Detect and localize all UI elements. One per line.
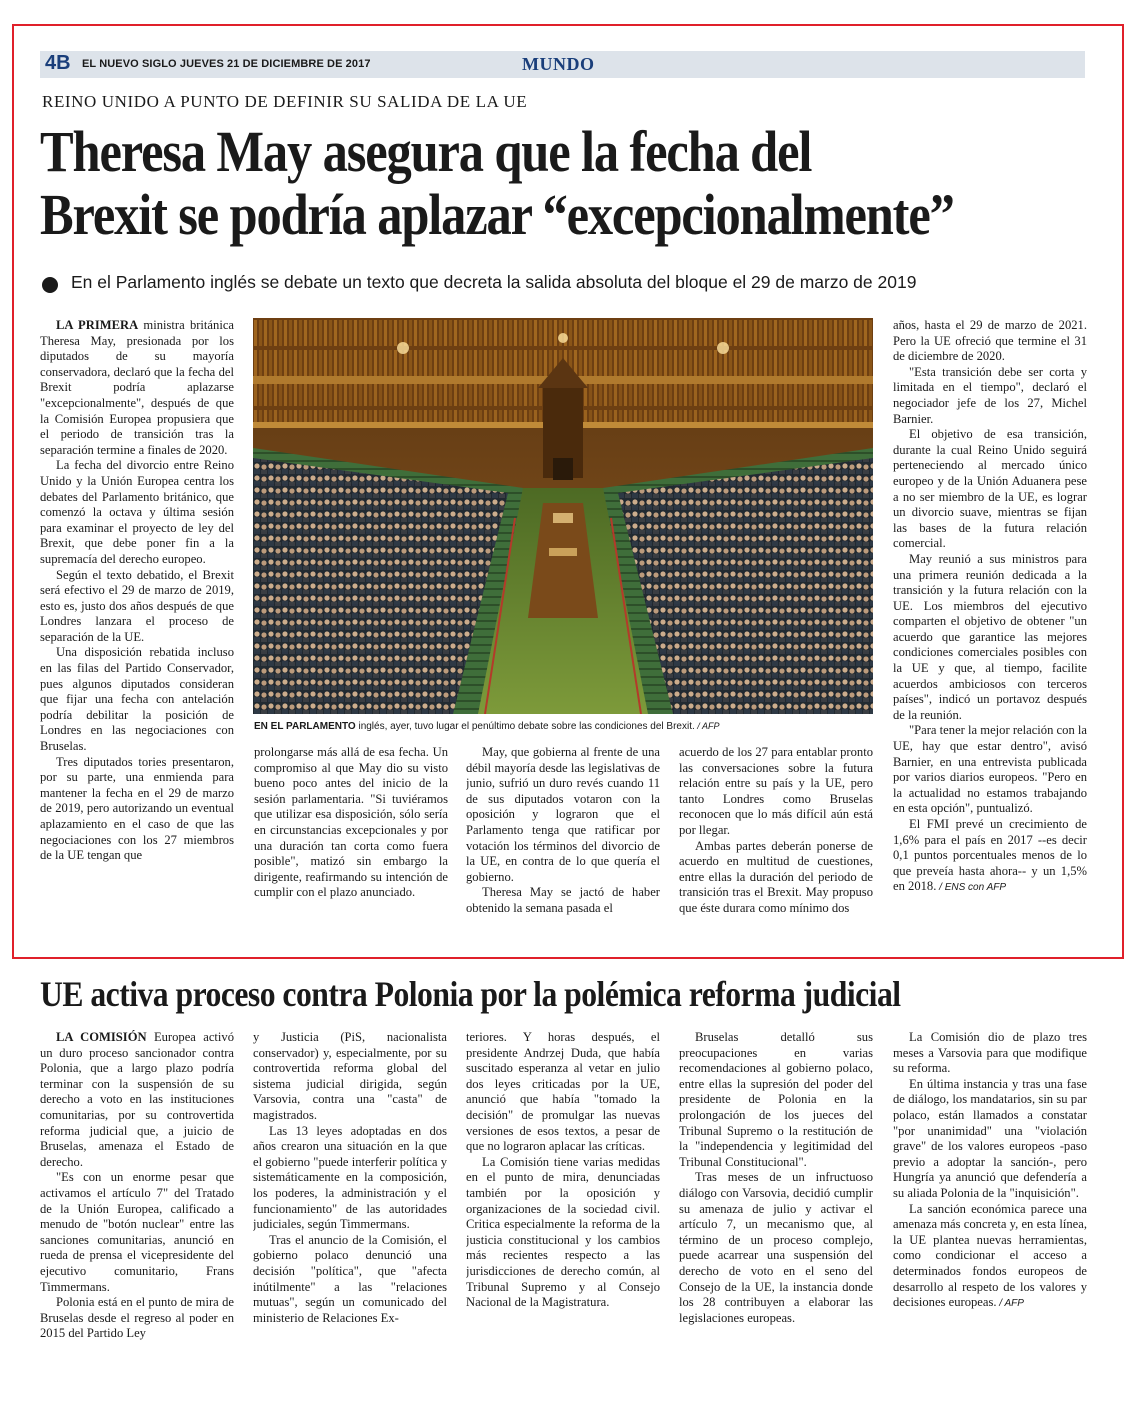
house-of-commons-illustration xyxy=(253,318,873,714)
paragraph: ministra británica Theresa May, presionada por los diputados de su mayoría conservadora, declaró que la fecha del Brexit podría aplazarse "excepcionalmente", después de que la Comisión Europea propusiera que el periodo de transición tras la separación termine a finales de 2020. xyxy=(40,318,234,457)
article2-column-3 xyxy=(466,1030,660,1376)
paragraph: Theresa May se jactó de haber obtenido la semana pasada el xyxy=(466,885,660,915)
article1-column-4 xyxy=(679,745,873,937)
paragraph: "Es con un enorme pesar que activamos el artículo 7" del Tratado de la Unión Europea, calificado a menudo de "botón nuclear" entre las sanciones comunitarias, anunció en rueda de prensa el vicepresidente del ejecutivo comunitario, Frans Timmermans. xyxy=(40,1170,234,1294)
headline-line-1: Theresa May asegura que la fecha del xyxy=(40,119,812,184)
headline-line-2: Brexit se podría aplazar “excepcionalmente” xyxy=(40,182,954,247)
paragraph: La sanción económica parece una amenaza más concreta y, en esta línea, la UE plantea nuevas herramientas, como condicionar el acceso a determinados fondos europeos de desarrollo al respeto de los valores y decisiones europeas. xyxy=(893,1201,1087,1310)
article1-column-3 xyxy=(466,745,660,937)
byline-signature: / ENS con AFP xyxy=(936,882,1007,894)
paragraph: El FMI prevé un crecimiento de 1,6% para el país en 2017 --es decir 0,1 puntos porcentuales menos de lo que preveía hasta ahora-- y un 1,5% en 2018. xyxy=(893,817,1087,894)
paragraph: y Justicia (PiS, nacionalista conservador) y, especialmente, por su controvertida reforma global del sistema judicial dirigida, según Varsovia, contra una "casta" de magistrados. xyxy=(253,1030,447,1122)
paragraph: Bruselas detalló sus preocupaciones en varias recomendaciones al gobierno polaco, entre ellas la supresión del poder del presidente de Polonia en la prolongación de los jueces del Tribunal Supremo o la restitución de la "independencia y legitimidad del Tribunal Constitucional". xyxy=(679,1030,873,1169)
lead-in: LA PRIMERA xyxy=(56,318,139,332)
article1-column-1 xyxy=(40,318,234,938)
parliament-photo xyxy=(253,318,873,714)
article1-column-2 xyxy=(254,745,448,937)
article1-column-5 xyxy=(893,318,1087,938)
paragraph: En última instancia y tras una fase de diálogo, los mandatarios, sin su par polaco, están llamados a constatar "por unanimidad" una "violación grave" de los valores europeos -paso previo a adoptar la sanción-, pero Hungría ya anunció que defendería a su aliada Polonia de la "inquisición". xyxy=(893,1076,1087,1200)
article2-column-2 xyxy=(253,1030,447,1376)
paragraph: Una disposición rebatida incluso en las filas del Partido Conservador, pues algunos diputados consideran que fijar una fecha con antelación podría debilitar la posición de Londres en las negociaciones con Bruselas. xyxy=(40,645,234,754)
paragraph: La Comisión dio de plazo tres meses a Varsovia para que modifique su reforma. xyxy=(893,1030,1087,1076)
paragraph: años, hasta el 29 de marzo de 2021. Pero la UE ofreció que termine el 31 de diciembre de 2020. xyxy=(893,318,1087,364)
article-headline xyxy=(40,120,971,246)
caption-text: inglés, ayer, tuvo lugar el penúltimo debate sobre las condiciones del Brexit. xyxy=(355,721,695,732)
paragraph: El objetivo de esa transición, durante la cual Reino Unido seguirá perteneciendo al mercado único europeo y de la Unión Aduanera pese a no ser miembro de la UE, es lograr un divorcio suave, mientras se fijan las bases de la futura relación comercial. xyxy=(893,427,1087,551)
paragraph: May reunió a sus ministros para una primera reunión dedicada a la transición y la futura relación con la UE. Los miembros del ejecutivo comparten el objetivo de obtener "un acuerdo que garantice las mejores condiciones comerciales posibles con la UE y que, al tiempo, facilite acuerdos ambiciosos con terceros países", indicó un portavoz después de la reunión. xyxy=(893,551,1087,722)
paragraph: La fecha del divorcio entre Reino Unido y la Unión Europea centra los debates del Parlamento británico, que comenzó la octava y última sesión para examinar el proyecto de ley del Brexit, que debe poner fin a la supremacía del derecho europeo. xyxy=(40,458,234,566)
paragraph: La Comisión tiene varias medidas en el punto de mira, denunciadas también por la oposición y organizaciones de la sociedad civil. Critica especialmente la reforma de la justicia constitucional y los cambios más recientes respecto a las jurisdicciones de derecho común, al Tribunal Supremo y al Consejo Nacional de la Magistratura. xyxy=(466,1154,660,1310)
paragraph: Ambas partes deberán ponerse de acuerdo en multitud de cuestiones, entre ellas la duración del periodo de transición tras el Brexit. May propuso que éste durara como mínimo dos xyxy=(679,838,873,915)
article2-column-1 xyxy=(40,1030,234,1376)
article2-column-5 xyxy=(893,1030,1087,1376)
paragraph: Tres diputados tories presentaron, por su parte, una enmienda para mantener la fecha en el 29 de marzo de 2019, pero autorizando un eventual aplazamiento en el caso de que las negociaciones con los 27 miembros de la UE tengan que xyxy=(40,754,234,863)
lead-in: LA COMISIÓN xyxy=(56,1030,147,1044)
paragraph: Tras meses de un infructuoso diálogo con Varsovia, decidió cumplir su amenaza de julio y activar el artículo 7, un mecanismo que, al término de un proceso complejo, puede acarrear una suspensión del derecho de voto en el seno del Consejo de la UE, la instancia donde los 28 contribuyen a elaborar las legislaciones europeas. xyxy=(679,1170,873,1325)
paragraph: Según el texto debatido, el Brexit será efectivo el 29 de marzo de 2019, esto es, justo dos años después de que Londres lanzara el proceso de separación de la UE. xyxy=(40,567,234,644)
paragraph: May, que gobierna al frente de una débil mayoría desde las legislativas de junio, sufrió un duro revés cuando 11 de sus diputados votaron con la oposición y lograron que el Parlamento tenga que ratificar por votación los términos del divorcio de la UE, en contra de lo que quería el gobierno. xyxy=(466,745,660,884)
article2-headline: UE activa proceso contra Polonia por la polémica reforma judicial xyxy=(40,974,901,1014)
bullet-icon xyxy=(42,277,58,293)
paragraph: Tras el anuncio de la Comisión, el gobierno polaco denunció una decisión "política", que "afecta inútilmente" a las "relaciones mutuas", según un comunicado del ministerio de Relaciones Ex- xyxy=(253,1232,447,1325)
caption-credit: / AFP xyxy=(694,721,720,731)
photo-caption xyxy=(254,720,874,733)
paragraph: "Esta transición debe ser corta y limitada en el tiempo", declaró el negociador jefe de los 27, Michel Barnier. xyxy=(893,364,1087,426)
paragraph: Europea activó un duro proceso sancionador contra Polonia, que a largo plazo podría terminar con la suspensión de su derecho a voto en las instituciones comunitarias, por su controvertida reforma judicial que, a juicio de Bruselas, amenaza el Estado de derecho. xyxy=(40,1030,234,1169)
paragraph: Las 13 leyes adoptadas en dos años crearon una situación en la que el gobierno "puede interferir política y sistemáticamente en la composición, los poderes, la administración y el funcionamiento" de las autoridades judiciales, según Timmermans. xyxy=(253,1123,447,1232)
page-number: 4B xyxy=(45,52,71,74)
article-subhead: En el Parlamento inglés se debate un texto que decreta la salida absoluta del bloque el 29 de marzo de 2019 xyxy=(71,272,917,292)
section-name: MUNDO xyxy=(522,54,595,74)
paragraph: "Para tener la mejor relación con la UE, hay que estar dentro", avisó Barnier, en una entrevista publicada por varios diarios europeos. "Pero en la actualidad no estamos trabajando en esta opción", puntualizó. xyxy=(893,723,1087,816)
caption-lead: EN EL PARLAMENTO xyxy=(254,721,356,732)
article-kicker: REINO UNIDO A PUNTO DE DEFINIR SU SALIDA DE LA UE xyxy=(42,92,528,111)
paragraph: teriores. Y horas después, el presidente Andrzej Duda, que había suscitado esperanza al vetar en julio dos leyes criticadas por la UE, anunció que había "tomado la decisión" de promulgar las nuevas versiones de esos textos, a pesar de que no lograron aplacar las críticas. xyxy=(466,1030,660,1154)
publication-date-line: EL NUEVO SIGLO JUEVES 21 DE DICIEMBRE DE 2017 xyxy=(82,58,371,70)
paragraph: prolongarse más allá de esa fecha. Un compromiso al que May dio su visto bueno poco antes del inicio de la sesión parlamentaria. "Si tuviéramos que utilizar esa disposición, sólo sería en circunstancias excepcionales y por una duración tan corta como fuera posible", matizó sin embargo la dirigente, reafirmando su intención de cumplir con el plazo anunciado. xyxy=(254,745,448,900)
paragraph: acuerdo de los 27 para entablar pronto las conversaciones sobre la futura relación entre su país y la UE, pero tanto Londres como Bruselas reconocen que lo más difícil aún está por llegar. xyxy=(679,745,873,837)
article2-column-4 xyxy=(679,1030,873,1376)
byline-signature: / AFP xyxy=(996,1298,1024,1310)
paragraph: Polonia está en el punto de mira de Bruselas desde el regreso al poder en 2015 del Partido Ley xyxy=(40,1295,234,1341)
